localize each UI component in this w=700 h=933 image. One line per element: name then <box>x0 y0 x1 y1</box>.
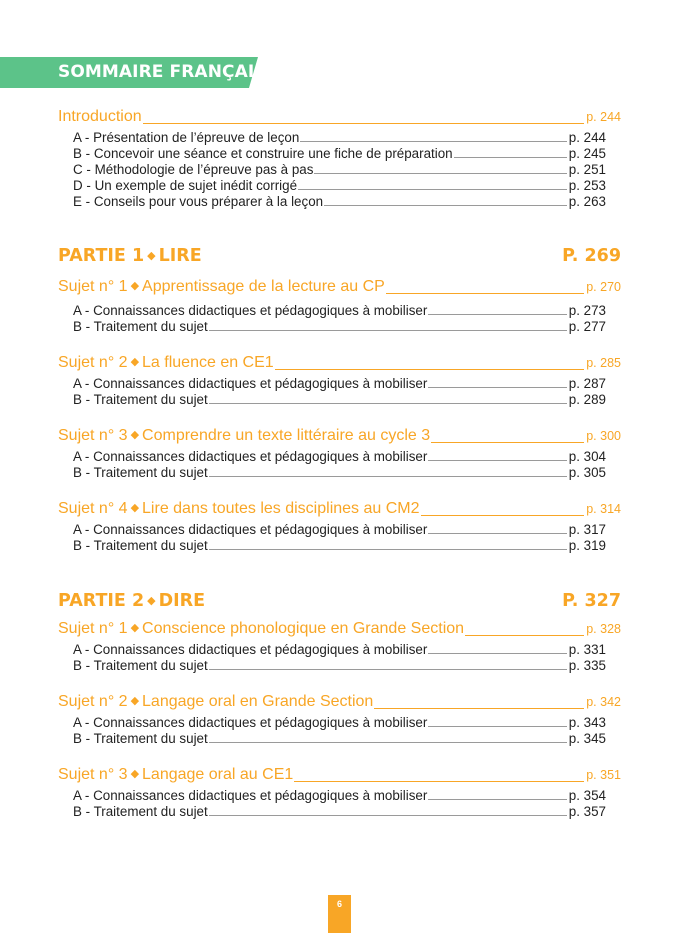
part-name: DIRE <box>158 591 206 611</box>
entry-label: A - Connaissances didactiques et pédagogiques à mobiliser <box>73 522 428 537</box>
toc-entry[interactable] <box>73 303 606 319</box>
sujet-title: Lire dans toutes les disciplines au CM2 <box>142 500 420 517</box>
part-label: PARTIE 2 <box>58 591 145 611</box>
entry-label: B - Traitement du sujet <box>73 658 208 673</box>
leader-dots <box>428 725 566 727</box>
sujet-heading[interactable] <box>58 354 621 374</box>
intro-title: Introduction <box>58 108 142 125</box>
sujet-page: p. 342 <box>586 695 621 709</box>
sujet-page: p. 351 <box>586 768 621 782</box>
sujet-page: p. 270 <box>586 280 621 294</box>
toc-entry[interactable] <box>73 658 606 674</box>
sujet-title: La fluence en CE1 <box>142 354 274 371</box>
entry-page: p. 305 <box>568 465 606 480</box>
intro-heading[interactable] <box>58 108 621 128</box>
intro-page: p. 244 <box>586 110 621 124</box>
sujet-heading[interactable] <box>58 278 621 298</box>
leader-dots <box>143 122 585 124</box>
leader-dots <box>454 156 567 158</box>
entry-page: p. 331 <box>568 642 606 657</box>
diamond-icon: ◆ <box>130 695 140 707</box>
entry-label: B - Concevoir une séance et construire une fiche de préparation <box>73 146 453 161</box>
sujet-label: Sujet n° 3 <box>58 427 128 444</box>
toc-entry[interactable] <box>73 449 606 465</box>
leader-dots <box>431 441 584 443</box>
part-page: P. 327 <box>562 591 621 611</box>
leader-dots <box>428 798 566 800</box>
entry-page: p. 354 <box>568 788 606 803</box>
entry-page: p. 263 <box>568 194 606 209</box>
sujet-label: Sujet n° 1 <box>58 620 128 637</box>
leader-dots <box>465 634 584 636</box>
sujet-heading[interactable] <box>58 766 621 786</box>
toc-entry[interactable] <box>73 376 606 392</box>
entry-label: B - Traitement du sujet <box>73 319 208 334</box>
leader-dots <box>300 140 566 142</box>
diamond-icon: ◆ <box>130 768 140 780</box>
entry-page: p. 343 <box>568 715 606 730</box>
entry-page: p. 245 <box>568 146 606 161</box>
sujet-label: Sujet n° 3 <box>58 766 128 783</box>
entry-page: p. 345 <box>568 731 606 746</box>
leader-dots <box>374 707 584 709</box>
toc-entry[interactable] <box>73 178 606 194</box>
part-1-heading[interactable] <box>58 246 621 270</box>
toc-entry[interactable] <box>73 731 606 747</box>
entry-page: p. 253 <box>568 178 606 193</box>
leader-dots <box>209 548 567 550</box>
sujet-title: Langage oral en Grande Section <box>142 693 374 710</box>
diamond-icon: ◆ <box>147 594 156 607</box>
leader-dots <box>209 668 567 670</box>
leader-dots <box>209 814 567 816</box>
diamond-icon: ◆ <box>130 280 140 292</box>
leader-dots <box>298 188 567 190</box>
toc-entry[interactable] <box>73 194 606 210</box>
leader-dots <box>209 741 567 743</box>
entry-label: B - Traitement du sujet <box>73 804 208 819</box>
leader-dots <box>428 459 566 461</box>
part-title <box>58 246 202 266</box>
sujet-label: Sujet n° 2 <box>58 693 128 710</box>
sujet-page: p. 300 <box>586 429 621 443</box>
leader-dots <box>209 402 567 404</box>
diamond-icon: ◆ <box>130 622 140 634</box>
toc-entry[interactable] <box>73 522 606 538</box>
sujet-page: p. 328 <box>586 622 621 636</box>
sujet-title: Apprentissage de la lecture au CP <box>142 278 385 295</box>
leader-dots <box>386 292 584 294</box>
entry-label: A - Connaissances didactiques et pédagogiques à mobiliser <box>73 642 428 657</box>
sujet-title: Comprendre un texte littéraire au cycle 3 <box>142 427 431 444</box>
toc-entry[interactable] <box>73 162 606 178</box>
entry-label: B - Traitement du sujet <box>73 731 208 746</box>
leader-dots <box>275 368 585 370</box>
leader-dots <box>294 780 584 782</box>
diamond-icon: ◆ <box>130 502 140 514</box>
part-label: PARTIE 1 <box>58 246 145 266</box>
part-name: LIRE <box>158 246 202 266</box>
diamond-icon: ◆ <box>130 356 140 368</box>
toc-entry[interactable] <box>73 788 606 804</box>
entry-page: p. 277 <box>568 319 606 334</box>
part-2-heading[interactable] <box>58 591 621 615</box>
entry-label: B - Traitement du sujet <box>73 465 208 480</box>
entry-label: D - Un exemple de sujet inédit corrigé <box>73 178 298 193</box>
diamond-icon: ◆ <box>147 249 156 262</box>
leader-dots <box>209 475 567 477</box>
page-title: SOMMAIRE FRANÇAIS <box>58 62 267 82</box>
leader-dots <box>209 329 567 331</box>
sujet-page: p. 285 <box>586 356 621 370</box>
sujet-heading[interactable] <box>58 693 621 713</box>
entry-page: p. 244 <box>568 130 606 145</box>
sujet-title: Langage oral au CE1 <box>142 766 294 783</box>
leader-dots <box>428 386 566 388</box>
toc-entry[interactable] <box>73 715 606 731</box>
sujet-heading[interactable] <box>58 620 621 640</box>
leader-dots <box>324 204 567 206</box>
diamond-icon: ◆ <box>130 429 140 441</box>
toc-entry[interactable] <box>73 146 606 162</box>
page-number: 6 <box>328 895 351 933</box>
sujet-heading[interactable] <box>58 500 621 520</box>
entry-label: A - Connaissances didactiques et pédagogiques à mobiliser <box>73 715 428 730</box>
entry-page: p. 287 <box>568 376 606 391</box>
entry-label: E - Conseils pour vous préparer à la leçon <box>73 194 324 209</box>
toc-entry[interactable] <box>73 319 606 335</box>
toc-entry[interactable] <box>73 392 606 408</box>
toc-entry[interactable] <box>73 804 606 820</box>
leader-dots <box>428 532 566 534</box>
entry-page: p. 251 <box>568 162 606 177</box>
leader-dots <box>314 172 566 174</box>
entry-page: p. 273 <box>568 303 606 318</box>
toc-entry[interactable] <box>73 130 606 146</box>
entry-page: p. 319 <box>568 538 606 553</box>
sujet-label: Sujet n° 2 <box>58 354 128 371</box>
entry-label: A - Connaissances didactiques et pédagogiques à mobiliser <box>73 449 428 464</box>
sujet-page: p. 314 <box>586 502 621 516</box>
entry-page: p. 317 <box>568 522 606 537</box>
leader-dots <box>428 313 566 315</box>
sujet-title: Conscience phonologique en Grande Section <box>142 620 465 637</box>
toc-entry[interactable] <box>73 538 606 554</box>
part-title <box>58 591 205 611</box>
entry-page: p. 357 <box>568 804 606 819</box>
entry-label: A - Connaissances didactiques et pédagogiques à mobiliser <box>73 788 428 803</box>
entry-label: A - Connaissances didactiques et pédagogiques à mobiliser <box>73 376 428 391</box>
sujet-label: Sujet n° 1 <box>58 278 128 295</box>
entry-label: B - Traitement du sujet <box>73 392 208 407</box>
sujet-label: Sujet n° 4 <box>58 500 128 517</box>
entry-label: A - Connaissances didactiques et pédagogiques à mobiliser <box>73 303 428 318</box>
leader-dots <box>421 514 585 516</box>
entry-label: B - Traitement du sujet <box>73 538 208 553</box>
entry-label: A - Présentation de l’épreuve de leçon <box>73 130 300 145</box>
entry-page: p. 304 <box>568 449 606 464</box>
leader-dots <box>428 652 566 654</box>
entry-page: p. 335 <box>568 658 606 673</box>
entry-label: C - Méthodologie de l’épreuve pas à pas <box>73 162 314 177</box>
toc-entry[interactable] <box>73 465 606 481</box>
part-page: P. 269 <box>562 246 621 266</box>
entry-page: p. 289 <box>568 392 606 407</box>
sujet-heading[interactable] <box>58 427 621 447</box>
toc-entry[interactable] <box>73 642 606 658</box>
